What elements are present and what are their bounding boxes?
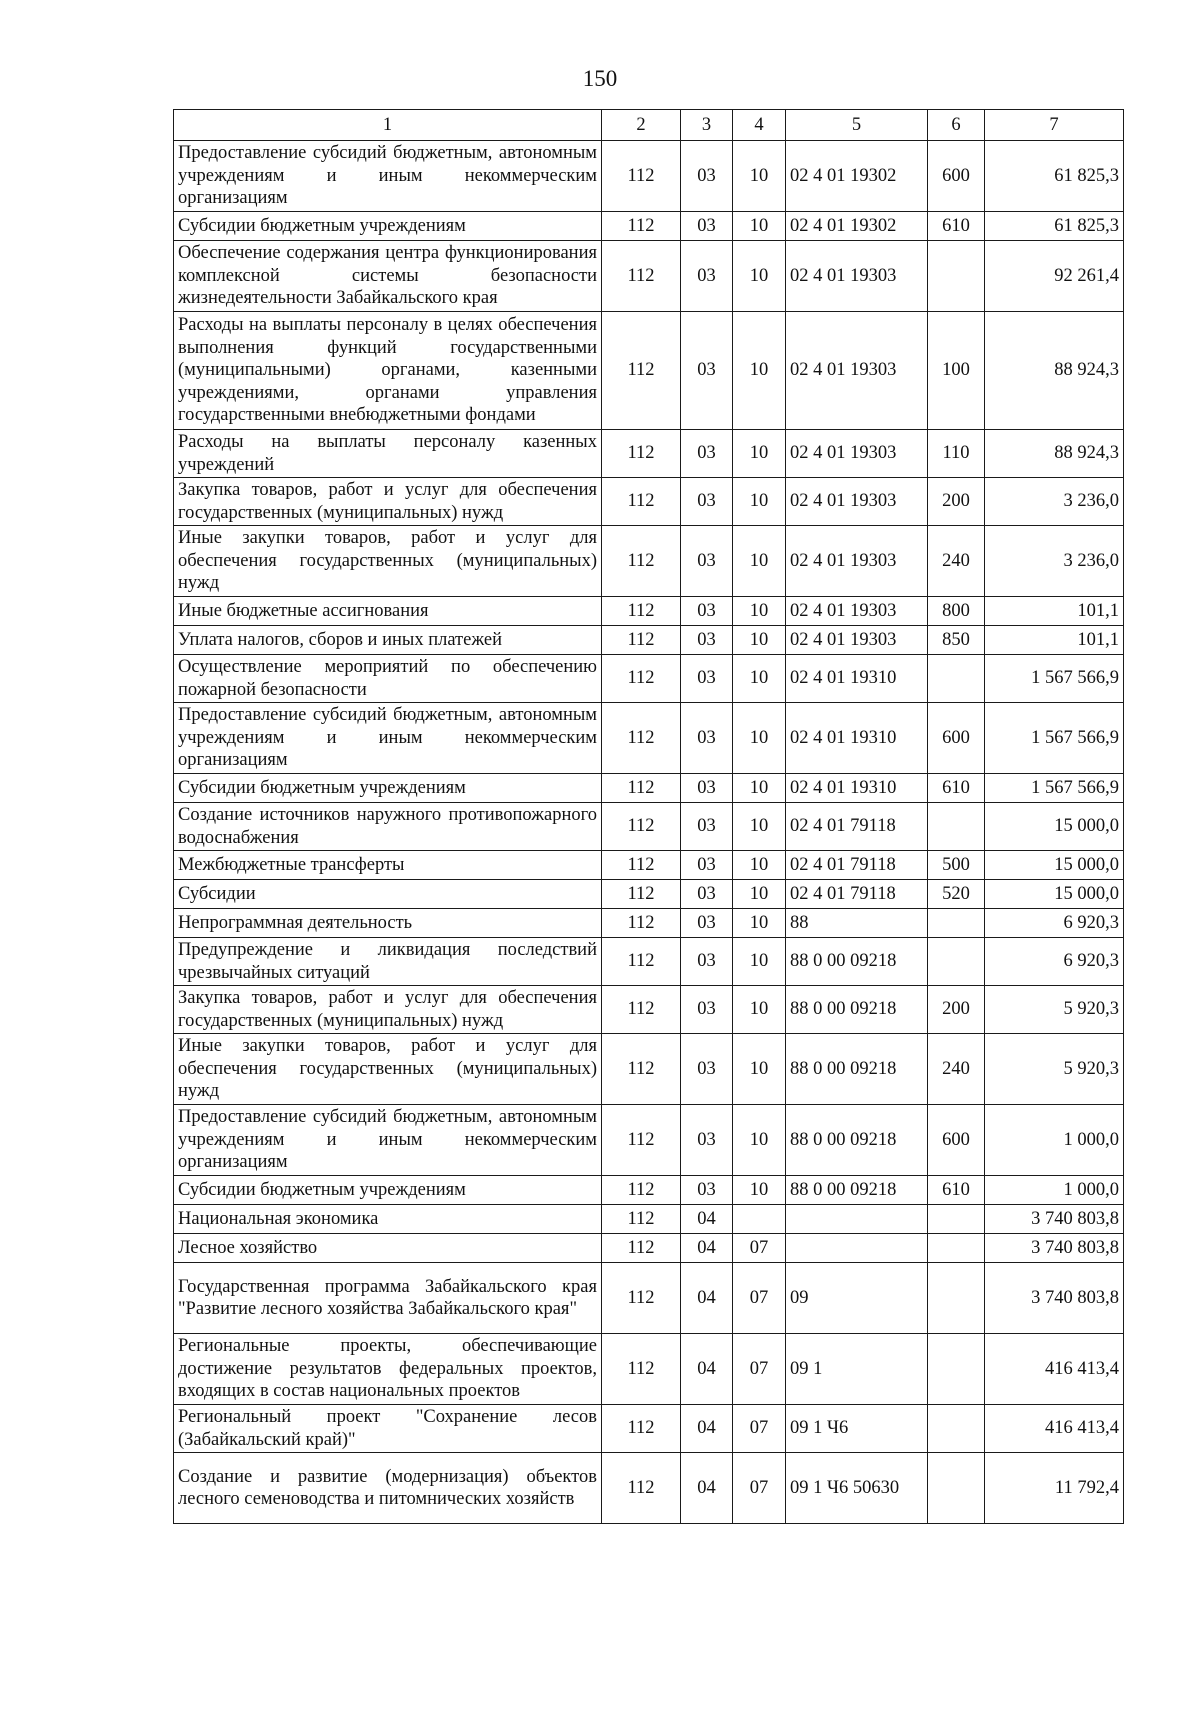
row-type: 600: [928, 1105, 985, 1176]
row-name: Лесное хозяйство: [174, 1234, 602, 1263]
row-name: Предупреждение и ликвидация последствий чрезвычайных ситуаций: [174, 938, 602, 986]
table-row: [174, 1176, 1124, 1205]
row-amount: 88 924,3: [985, 312, 1124, 430]
row-code: 112: [602, 597, 681, 626]
row-name: Субсидии бюджетным учреждениям: [174, 1176, 602, 1205]
row-name: Иные закупки товаров, работ и услуг для обеспечения государственных (муниципальных) нужд: [174, 526, 602, 597]
row-subsection: 10: [733, 597, 786, 626]
row-name: Закупка товаров, работ и услуг для обеспечения государственных (муниципальных) нужд: [174, 478, 602, 526]
row-subsection: 07: [733, 1405, 786, 1453]
row-target: 88 0 00 09218: [786, 1105, 928, 1176]
row-code: 112: [602, 1205, 681, 1234]
row-target: 02 4 01 19303: [786, 626, 928, 655]
row-section: 04: [681, 1234, 733, 1263]
row-section: 04: [681, 1453, 733, 1524]
row-name: Национальная экономика: [174, 1205, 602, 1234]
row-section: 03: [681, 880, 733, 909]
row-amount: 61 825,3: [985, 212, 1124, 241]
row-name: Региональные проекты, обеспечивающие достижение результатов федеральных проектов, входящих в состав национальных проектов: [174, 1334, 602, 1405]
row-amount: 1 000,0: [985, 1105, 1124, 1176]
row-type: 200: [928, 986, 985, 1034]
row-amount: 15 000,0: [985, 803, 1124, 851]
row-target: [786, 1205, 928, 1234]
row-code: 112: [602, 626, 681, 655]
row-type: 610: [928, 774, 985, 803]
row-amount: 1 567 566,9: [985, 703, 1124, 774]
table-row: [174, 803, 1124, 851]
row-section: 03: [681, 430, 733, 478]
row-section: 03: [681, 938, 733, 986]
column-header-4: 4: [733, 110, 786, 141]
row-type: 240: [928, 1034, 985, 1105]
column-header-2: 2: [602, 110, 681, 141]
row-name: Иные закупки товаров, работ и услуг для обеспечения государственных (муниципальных) нужд: [174, 1034, 602, 1105]
budget-table: [173, 109, 1124, 1524]
row-type: 600: [928, 141, 985, 212]
column-header-6: 6: [928, 110, 985, 141]
row-subsection: 10: [733, 430, 786, 478]
table-row: [174, 774, 1124, 803]
row-code: 112: [602, 1176, 681, 1205]
table-row: [174, 597, 1124, 626]
row-section: 03: [681, 626, 733, 655]
row-amount: 5 920,3: [985, 1034, 1124, 1105]
row-type: [928, 1334, 985, 1405]
row-code: 112: [602, 1034, 681, 1105]
table-row: [174, 655, 1124, 703]
row-code: 112: [602, 655, 681, 703]
row-code: 112: [602, 774, 681, 803]
row-section: 04: [681, 1334, 733, 1405]
row-target: 09 1 Ч6: [786, 1405, 928, 1453]
row-code: 112: [602, 986, 681, 1034]
row-code: 112: [602, 312, 681, 430]
row-name: Государственная программа Забайкальского края "Развитие лесного хозяйства Забайкальского края": [174, 1263, 602, 1334]
row-amount: 3 236,0: [985, 526, 1124, 597]
row-subsection: 10: [733, 880, 786, 909]
row-subsection: 07: [733, 1453, 786, 1524]
row-amount: 1 567 566,9: [985, 655, 1124, 703]
table-row: [174, 909, 1124, 938]
row-name: Закупка товаров, работ и услуг для обеспечения государственных (муниципальных) нужд: [174, 986, 602, 1034]
row-amount: 61 825,3: [985, 141, 1124, 212]
row-subsection: 07: [733, 1234, 786, 1263]
row-type: 100: [928, 312, 985, 430]
row-section: 04: [681, 1405, 733, 1453]
row-name: Субсидии бюджетным учреждениям: [174, 774, 602, 803]
row-type: 200: [928, 478, 985, 526]
row-subsection: 10: [733, 851, 786, 880]
row-amount: 6 920,3: [985, 909, 1124, 938]
row-section: 04: [681, 1263, 733, 1334]
table-header-row: [174, 110, 1124, 141]
row-target: 88: [786, 909, 928, 938]
table-row: [174, 478, 1124, 526]
row-subsection: 10: [733, 241, 786, 312]
row-target: 02 4 01 79118: [786, 851, 928, 880]
column-header-5: 5: [786, 110, 928, 141]
row-amount: 6 920,3: [985, 938, 1124, 986]
row-code: 112: [602, 430, 681, 478]
row-code: 112: [602, 1234, 681, 1263]
row-type: 600: [928, 703, 985, 774]
table-row: [174, 1034, 1124, 1105]
row-target: 09 1: [786, 1334, 928, 1405]
row-code: 112: [602, 938, 681, 986]
row-subsection: 10: [733, 1176, 786, 1205]
row-type: 610: [928, 212, 985, 241]
row-subsection: 10: [733, 986, 786, 1034]
row-type: 850: [928, 626, 985, 655]
table-row: [174, 1405, 1124, 1453]
row-type: [928, 1405, 985, 1453]
row-subsection: 10: [733, 1034, 786, 1105]
row-code: 112: [602, 1334, 681, 1405]
table-row: [174, 986, 1124, 1034]
row-section: 03: [681, 312, 733, 430]
row-target: 88 0 00 09218: [786, 986, 928, 1034]
row-target: 88 0 00 09218: [786, 938, 928, 986]
table-row: [174, 1334, 1124, 1405]
row-name: Непрограммная деятельность: [174, 909, 602, 938]
row-code: 112: [602, 141, 681, 212]
row-amount: 3 740 803,8: [985, 1205, 1124, 1234]
table-row: [174, 880, 1124, 909]
row-name: Создание источников наружного противопожарного водоснабжения: [174, 803, 602, 851]
row-section: 03: [681, 141, 733, 212]
row-target: 02 4 01 19303: [786, 241, 928, 312]
table-row: [174, 938, 1124, 986]
row-subsection: 10: [733, 655, 786, 703]
row-section: 03: [681, 909, 733, 938]
row-section: 03: [681, 703, 733, 774]
row-subsection: 10: [733, 141, 786, 212]
table-row: [174, 430, 1124, 478]
row-amount: 5 920,3: [985, 986, 1124, 1034]
row-amount: 15 000,0: [985, 851, 1124, 880]
row-subsection: 10: [733, 312, 786, 430]
row-subsection: 07: [733, 1263, 786, 1334]
row-target: 02 4 01 19310: [786, 774, 928, 803]
row-subsection: 10: [733, 909, 786, 938]
row-code: 112: [602, 1405, 681, 1453]
row-section: 03: [681, 1105, 733, 1176]
row-section: 03: [681, 1176, 733, 1205]
row-code: 112: [602, 478, 681, 526]
row-subsection: 10: [733, 1105, 786, 1176]
row-name: Создание и развитие (модернизация) объектов лесного семеноводства и питомнических хозяйств: [174, 1453, 602, 1524]
row-section: 03: [681, 1034, 733, 1105]
table-row: [174, 1105, 1124, 1176]
row-name: Межбюджетные трансферты: [174, 851, 602, 880]
table-row: [174, 703, 1124, 774]
row-type: [928, 1205, 985, 1234]
row-section: 04: [681, 1205, 733, 1234]
column-header-1: 1: [174, 110, 602, 141]
row-code: 112: [602, 909, 681, 938]
page-number: 150: [582, 66, 618, 91]
row-section: 03: [681, 597, 733, 626]
table-row: [174, 1234, 1124, 1263]
row-type: 240: [928, 526, 985, 597]
row-amount: 101,1: [985, 626, 1124, 655]
row-name: Предоставление субсидий бюджетным, автономным учреждениям и иным некоммерческим организациям: [174, 141, 602, 212]
row-code: 112: [602, 1453, 681, 1524]
row-type: [928, 241, 985, 312]
row-name: Субсидии: [174, 880, 602, 909]
row-code: 112: [602, 1263, 681, 1334]
row-code: 112: [602, 703, 681, 774]
row-name: Субсидии бюджетным учреждениям: [174, 212, 602, 241]
row-target: 02 4 01 79118: [786, 880, 928, 909]
row-name: Осуществление мероприятий по обеспечению пожарной безопасности: [174, 655, 602, 703]
row-type: 500: [928, 851, 985, 880]
row-type: [928, 803, 985, 851]
row-amount: 88 924,3: [985, 430, 1124, 478]
row-subsection: 10: [733, 626, 786, 655]
row-name: Уплата налогов, сборов и иных платежей: [174, 626, 602, 655]
row-target: [786, 1234, 928, 1263]
row-name: Предоставление субсидий бюджетным, автономным учреждениям и иным некоммерческим организациям: [174, 1105, 602, 1176]
row-amount: 15 000,0: [985, 880, 1124, 909]
row-type: 800: [928, 597, 985, 626]
table-row: [174, 1205, 1124, 1234]
table-row: [174, 312, 1124, 430]
row-subsection: 10: [733, 526, 786, 597]
row-subsection: 07: [733, 1334, 786, 1405]
row-target: 88 0 00 09218: [786, 1176, 928, 1205]
row-target: 09 1 Ч6 50630: [786, 1453, 928, 1524]
row-subsection: 10: [733, 803, 786, 851]
row-type: [928, 655, 985, 703]
row-section: 03: [681, 803, 733, 851]
row-section: 03: [681, 986, 733, 1034]
table-row: [174, 526, 1124, 597]
table-row: [174, 1453, 1124, 1524]
row-target: 02 4 01 19303: [786, 478, 928, 526]
row-target: 88 0 00 09218: [786, 1034, 928, 1105]
row-target: 02 4 01 19303: [786, 430, 928, 478]
row-type: 610: [928, 1176, 985, 1205]
row-target: 02 4 01 19310: [786, 703, 928, 774]
row-section: 03: [681, 851, 733, 880]
row-section: 03: [681, 212, 733, 241]
row-code: 112: [602, 803, 681, 851]
row-subsection: 10: [733, 703, 786, 774]
row-target: 02 4 01 19302: [786, 212, 928, 241]
row-type: [928, 1234, 985, 1263]
row-code: 112: [602, 212, 681, 241]
row-amount: 3 740 803,8: [985, 1234, 1124, 1263]
row-section: 03: [681, 241, 733, 312]
row-amount: 1 000,0: [985, 1176, 1124, 1205]
row-name: Предоставление субсидий бюджетным, автономным учреждениям и иным некоммерческим организациям: [174, 703, 602, 774]
row-amount: 3 236,0: [985, 478, 1124, 526]
row-type: [928, 1263, 985, 1334]
row-type: [928, 909, 985, 938]
row-target: 02 4 01 19310: [786, 655, 928, 703]
table-row: [174, 626, 1124, 655]
row-target: 09: [786, 1263, 928, 1334]
row-name: Расходы на выплаты персоналу казенных учреждений: [174, 430, 602, 478]
row-subsection: 10: [733, 212, 786, 241]
row-subsection: 10: [733, 774, 786, 803]
row-section: 03: [681, 526, 733, 597]
row-name: Обеспечение содержания центра функционирования комплексной системы безопасности жизнедеятельности Забайкальского края: [174, 241, 602, 312]
row-name: Иные бюджетные ассигнования: [174, 597, 602, 626]
row-section: 03: [681, 478, 733, 526]
table-row: [174, 241, 1124, 312]
row-name: Расходы на выплаты персоналу в целях обеспечения выполнения функций государственными (муниципальными) органами, казенными учреждениями, органами управления государственными внебюджетными фондами: [174, 312, 602, 430]
row-code: 112: [602, 241, 681, 312]
row-name: Региональный проект "Сохранение лесов (Забайкальский край)": [174, 1405, 602, 1453]
column-header-3: 3: [681, 110, 733, 141]
row-target: 02 4 01 19303: [786, 312, 928, 430]
row-target: 02 4 01 19302: [786, 141, 928, 212]
row-amount: 3 740 803,8: [985, 1263, 1124, 1334]
row-type: 520: [928, 880, 985, 909]
row-code: 112: [602, 1105, 681, 1176]
row-target: 02 4 01 79118: [786, 803, 928, 851]
row-code: 112: [602, 851, 681, 880]
row-type: [928, 938, 985, 986]
column-header-7: 7: [985, 110, 1124, 141]
row-amount: 92 261,4: [985, 241, 1124, 312]
row-amount: 11 792,4: [985, 1453, 1124, 1524]
row-code: 112: [602, 880, 681, 909]
table-row: [174, 141, 1124, 212]
table-row: [174, 851, 1124, 880]
row-section: 03: [681, 655, 733, 703]
table-row: [174, 212, 1124, 241]
row-subsection: [733, 1205, 786, 1234]
row-amount: 1 567 566,9: [985, 774, 1124, 803]
row-subsection: 10: [733, 938, 786, 986]
row-target: 02 4 01 19303: [786, 597, 928, 626]
table-row: [174, 1263, 1124, 1334]
row-amount: 101,1: [985, 597, 1124, 626]
row-amount: 416 413,4: [985, 1405, 1124, 1453]
row-code: 112: [602, 526, 681, 597]
row-subsection: 10: [733, 478, 786, 526]
row-type: 110: [928, 430, 985, 478]
row-section: 03: [681, 774, 733, 803]
row-type: [928, 1453, 985, 1524]
row-amount: 416 413,4: [985, 1334, 1124, 1405]
row-target: 02 4 01 19303: [786, 526, 928, 597]
